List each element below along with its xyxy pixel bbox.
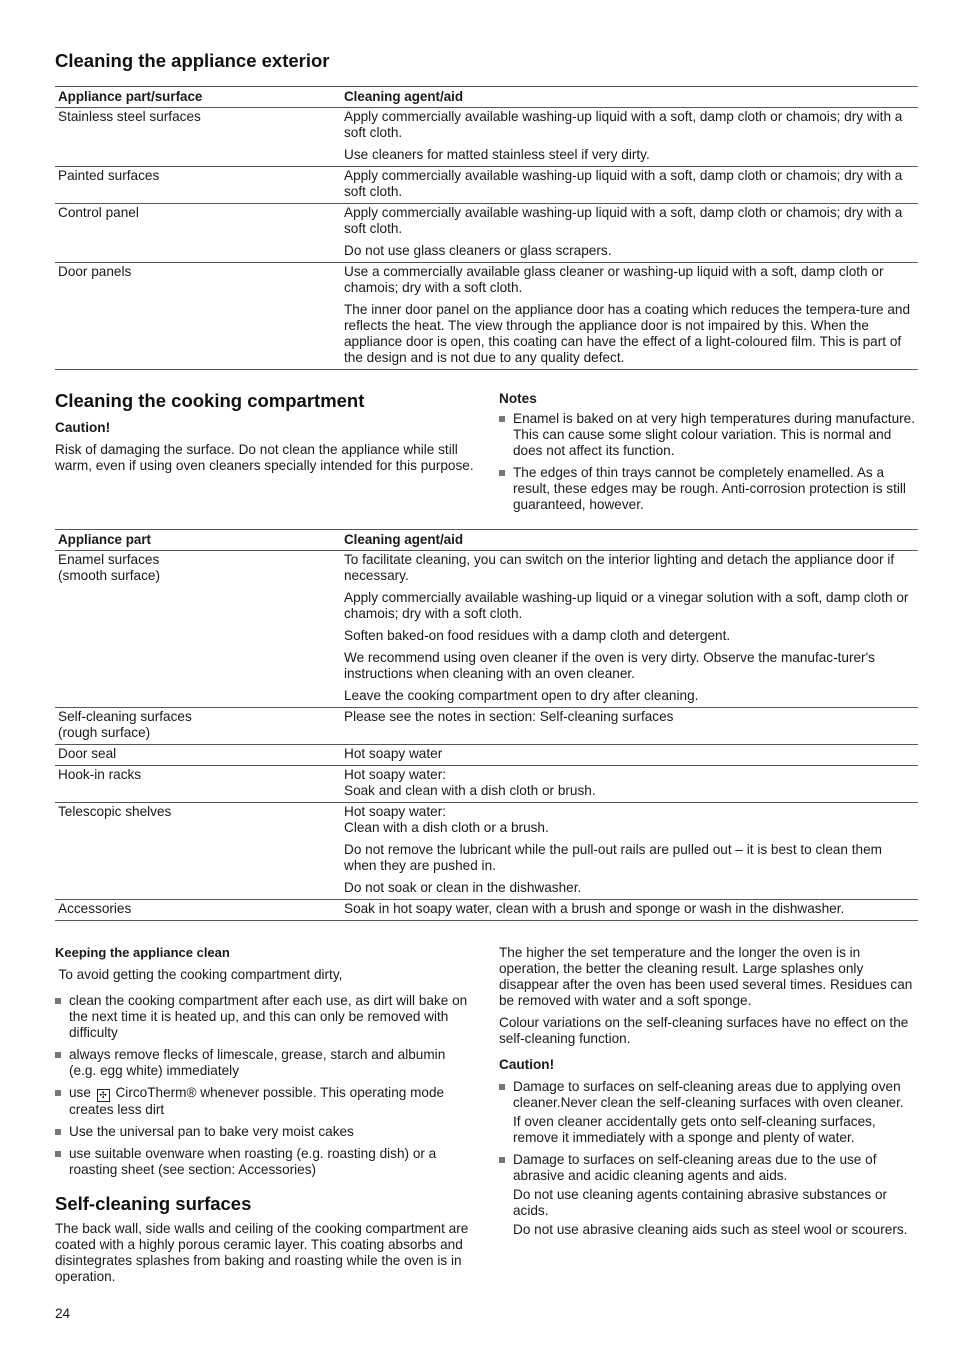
part-cell: Enamel surfaces (smooth surface) [55, 551, 341, 708]
page-number: 24 [55, 1306, 71, 1321]
table-row [55, 708, 918, 745]
paragraph: The higher the set temperature and the longer the oven is in operation, the better the cleaning result. Large splashes only disappear after the oven has been used several times. Residues can be removed with water and a soft sponge. [499, 945, 913, 1008]
part-cell: Control panel [55, 204, 341, 263]
bullet-icon [55, 1090, 61, 1096]
table-row [55, 108, 918, 167]
part-cell: Door seal [55, 745, 341, 766]
agent-text: Do not use glass cleaners or glass scrapers. [344, 243, 612, 258]
agent-text: We recommend using oven cleaner if the oven is very dirty. Observe the manufac-turer's instructions when cleaning with an oven cleaner. [344, 650, 875, 681]
list-item: Damage to surfaces on self-cleaning areas due to the use of abrasive and acidic cleaning agents and aids. Do not use cleaning agents containing abrasive substances or acids. Do not use abrasive cleaning aids such as steel wool or scourers. [499, 1152, 917, 1238]
selfclean-text: The back wall, side walls and ceiling of the cooking compartment are coated with a highly porous ceramic layer. This coating absorbs and disintegrates splashes from baking and roasting while the oven is in operation. [55, 1221, 469, 1284]
list-item: always remove flecks of limescale, grease, starch and albumin (e.g. egg white) immediately [55, 1047, 475, 1079]
agent-text: Hot soapy water [344, 746, 443, 761]
agent-text: Please see the notes in section: Self-cleaning surfaces [344, 709, 674, 724]
list-item: clean the cooking compartment after each use, as dirt will bake on the next time it is heated up, and this can only be removed with difficulty [55, 993, 475, 1041]
agent-text: Apply commercially available washing-up liquid with a soft, damp cloth or chamois; dry with a soft cloth. [344, 168, 903, 199]
table-row [55, 900, 918, 921]
notes-block [499, 391, 917, 519]
agent-text: The inner door panel on the appliance door has a coating which reduces the tempera-ture and reflects the heat. The view through the appliance door is not impaired by this. When the appliance door is open, this coating can have the effect of a light-coloured film. This is part of the design and is not due to any quality defect. [344, 302, 911, 365]
keeping-title: Keeping the appliance clean [55, 945, 230, 960]
agent-text: Hot soapy water: [344, 767, 446, 782]
list-item: The edges of thin trays cannot be completely enamelled. As a result, these edges may be rough. Anti-corrosion protection is still guaranteed, however. [499, 465, 917, 513]
bullet-icon [499, 470, 505, 476]
bullet-icon [499, 416, 505, 422]
agent-text: To facilitate cleaning, you can switch on the interior lighting and detach the appliance door if necessary. [344, 552, 895, 583]
agent-text: Apply commercially available washing-up liquid with a soft, damp cloth or chamois; dry with a soft cloth. [344, 109, 903, 140]
caution-block [55, 420, 475, 474]
bullet-icon [499, 1157, 505, 1163]
compartment-table [55, 529, 918, 921]
right-column [499, 945, 917, 1244]
agent-text: Do not remove the lubricant while the pull-out rails are pulled out – it is best to clean them when they are pushed in. [344, 842, 882, 873]
paragraph: Colour variations on the self-cleaning surfaces have no effect on the self-cleaning function. [499, 1015, 909, 1046]
part-cell: Door panels [58, 264, 132, 279]
table-row [55, 766, 918, 803]
list-item: Enamel is baked on at very high temperatures during manufacture. This can cause some slight colour variation. This is normal and does not affect its function. [499, 411, 917, 459]
part-cell: Painted surfaces [55, 167, 341, 204]
circotherm-icon: ✣ [97, 1089, 110, 1102]
list-item: Damage to surfaces on self-cleaning areas due to applying oven cleaner.Never clean the self-cleaning surfaces with oven cleaner. If oven cleaner accidentally gets onto self-cleaning surfaces, remove it immediately with a sponge and plenty of water. [499, 1079, 917, 1146]
table-row [55, 167, 918, 204]
part-cell: Telescopic shelves [55, 803, 341, 900]
table-row [55, 551, 918, 708]
agent-text: Clean with a dish cloth or a brush. [344, 820, 549, 835]
bullet-icon [55, 1129, 61, 1135]
agent-text: Leave the cooking compartment open to dry after cleaning. [344, 688, 699, 703]
part-cell: Stainless steel surfaces [55, 108, 341, 167]
agent-text: Use a commercially available glass cleaner or washing-up liquid with a soft, damp cloth or chamois; dry with a soft cloth. [344, 264, 884, 295]
table-row [55, 745, 918, 766]
part-cell: Accessories [58, 901, 132, 916]
agent-text: Apply commercially available washing-up liquid or a vinegar solution with a soft, damp cloth or chamois; dry with a soft cloth. [344, 590, 909, 621]
caution-label: Caution! [55, 420, 111, 435]
table-row [55, 803, 918, 900]
caution-text: Risk of damaging the surface. Do not clean the appliance while still warm, even if using oven cleaners specially intended for this purpose. [55, 442, 474, 473]
keeping-block [55, 945, 475, 1184]
table-row [55, 204, 918, 263]
notes-label: Notes [499, 391, 537, 406]
agent-text: Soften baked-on food residues with a damp cloth and detergent. [344, 628, 731, 643]
bullet-icon [55, 998, 61, 1004]
part-cell: Hook-in racks [55, 766, 341, 803]
section-title-selfclean: Self-cleaning surfaces [55, 1193, 252, 1214]
caution-label: Caution! [499, 1057, 555, 1072]
list-item: use suitable ovenware when roasting (e.g. roasting dish) or a roasting sheet (see section: Accessories) [55, 1146, 475, 1178]
list-item: use ✣ CircoTherm® whenever possible. This operating mode creates less dirt [55, 1085, 475, 1118]
agent-text: Soak in hot soapy water, clean with a brush and sponge or wash in the dishwasher. [344, 901, 845, 916]
section-title-exterior: Cleaning the appliance exterior [55, 50, 330, 71]
bullet-icon [55, 1151, 61, 1157]
agent-text: Use cleaners for matted stainless steel if very dirty. [344, 147, 650, 162]
header-agent: Cleaning agent/aid [341, 87, 918, 108]
exterior-table [55, 86, 918, 370]
list-item: Use the universal pan to bake very moist cakes [55, 1124, 475, 1140]
part-cell: Self-cleaning surfaces (rough surface) [55, 708, 341, 745]
header-part: Appliance part [55, 530, 341, 551]
table-row [55, 263, 918, 370]
agent-text: Apply commercially available washing-up liquid with a soft, damp cloth or chamois; dry with a soft cloth. [344, 205, 903, 236]
keeping-intro: To avoid getting the cooking compartment dirty, [55, 967, 343, 982]
section-title-compartment: Cleaning the cooking compartment [55, 390, 365, 411]
agent-text: Do not soak or clean in the dishwasher. [344, 880, 582, 895]
agent-text: Hot soapy water: [344, 804, 446, 819]
agent-text: Soak and clean with a dish cloth or brush. [344, 783, 596, 798]
bullet-icon [55, 1052, 61, 1058]
bullet-icon [499, 1084, 505, 1090]
header-part: Appliance part/surface [55, 87, 341, 108]
header-agent: Cleaning agent/aid [341, 530, 918, 551]
